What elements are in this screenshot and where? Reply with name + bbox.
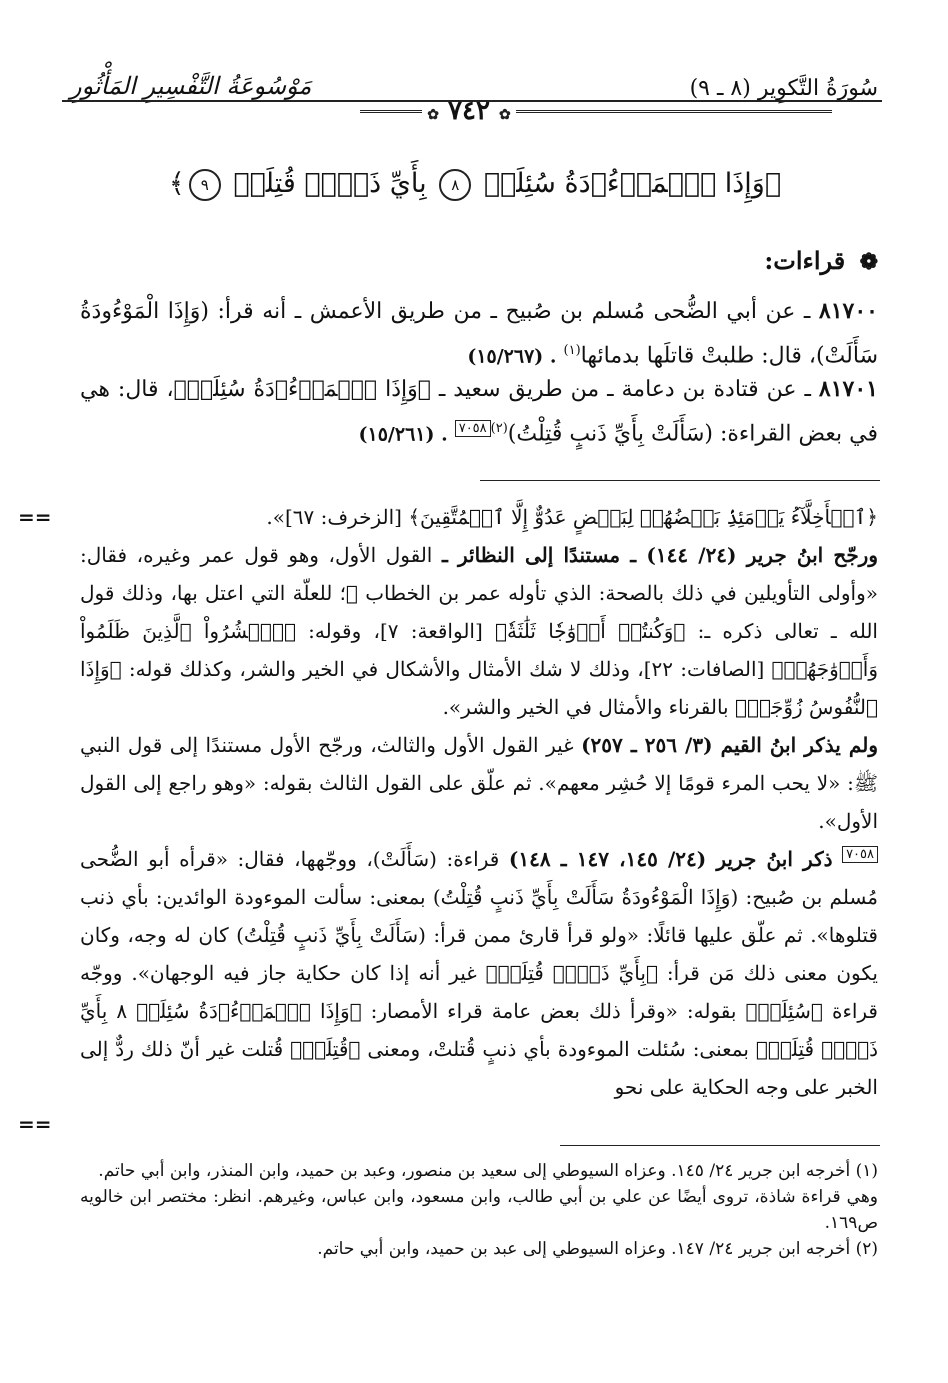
footnote-marker[interactable]: (٢) [490, 421, 508, 436]
flower-ornament-icon: ❁ [859, 249, 878, 275]
page-number [424, 96, 514, 126]
entry-number: ٨١٧٠١ [818, 376, 878, 402]
entry-number: ٨١٧٠٠ [818, 298, 878, 324]
footnote-marker[interactable]: (١) [563, 343, 581, 358]
volume-page-reference: . (١٥/٢٦٧) [467, 345, 557, 368]
commentary-bold: ذكر ابنُ جرير (٢٤/ ١٤٥، ١٤٧ ـ ١٤٨) [508, 847, 833, 871]
footnote: (١) أخرجه ابن جرير ٢٤/ ١٤٥. وعزاه السيوطي إلى سعيد بن منصور، وعبد بن حميد، وابن المنذر، وابن أبي حاتم. [98, 1161, 878, 1181]
commentary-block [80, 498, 878, 1106]
header-rule-right [516, 110, 832, 113]
quran-verse [150, 168, 800, 201]
footnote: وهي قراءة شاذة، تروى أيضًا عن علي بن أبي طالب، وابن مسعود، وابن عباس، وغيرهم. انظر: مختصر ابن خالويه ص١٦٩. [80, 1187, 878, 1233]
continuation-mark: == [18, 1112, 52, 1136]
commentary-text: غير القول الأول والثالث، ورجّح الأول مستندًا إلى قول النبي ﷺ: «لا يحب المرء قومًا إلا حُشِر معهم». ثم علّق على القول الثالث بقوله: «وهو راجع إلى القول الأول». [80, 733, 878, 833]
book-title: مَوْسُوعَةُ التَّفْسِيرِ المَأْثُورِ [70, 72, 312, 100]
commentary-paragraph [80, 726, 878, 840]
ayah-number-marker: ٩ [189, 169, 221, 201]
entry-text: ـ عن أبي الضُّحى مُسلم بن صُبيح ـ من طريق الأعمش ـ أنه قرأ: (وَإِذَا الْمَوْءُودَةُ سَأَلَتْ)، قال: طلبتْ قاتلَها بدمائها [80, 299, 878, 369]
section-heading [764, 246, 878, 275]
ornament-icon: ✿ [427, 107, 439, 123]
verse-close-bracket: ﴾ [168, 168, 185, 199]
note-tag[interactable]: ٧٠٥٨ [455, 420, 491, 437]
commentary-bold: ورجّح ابنُ جرير (٢٤/ ١٤٤) ـ مستندًا إلى النظائر ـ [441, 543, 878, 567]
ayah-number-marker: ٨ [439, 169, 471, 201]
commentary-line: ﴿ٱلۡأَخِلَّآءُ يَوۡمَئِذِۢ بَعۡضُهُمۡ لِبَعۡضٍ عَدُوٌّ إِلَّا ٱلۡمُتَّقِينَ﴾ [الزخرف: ٦٧]». [266, 505, 878, 529]
reading-entry [80, 292, 878, 376]
commentary-bold: ولم يذكر ابنُ القيم (٣/ ٢٥٦ ـ ٢٥٧) [581, 733, 878, 757]
entry-text: ـ عن قتادة بن دعامة ـ من طريق سعيد ـ ﴿وَإِذَا ٱلۡمَوۡءُۥدَةُ سُئِلَتۡ﴾، قال: هي في بعض القراءة: (سَأَلَتْ بِأَيِّ ذَنبٍ قُتِلْتُ) [80, 377, 878, 447]
section-heading-text: قراءات: [764, 246, 846, 275]
footnote-separator [560, 1145, 880, 1146]
volume-page-reference: . (١٥/٢٦١) [358, 423, 448, 446]
note-tag[interactable]: ٧٠٥٨ [842, 846, 878, 863]
reading-entry [80, 370, 878, 454]
ornament-icon: ✿ [499, 107, 511, 123]
footnote: (٢) أخرجه ابن جرير ٢٤/ ١٤٧. وعزاه السيوطي إلى عبد بن حميد، وابن أبي حاتم. [317, 1239, 878, 1259]
page-number-text: ٧٤٢ [448, 96, 490, 126]
verse-part-2: بِأَيِّ ذَنۢبٖ قُتِلَتۡ [233, 168, 427, 199]
sura-reference: سُورَةُ التَّكوِير (٨ ـ ٩) [689, 76, 878, 101]
footnotes [80, 1158, 878, 1262]
continuation-mark: == [18, 505, 52, 529]
commentary-text: القول الأول، وهو قول عمر وغيره، فقال: «وأولى التأويلين في ذلك بالصحة: الذي تأوله عمر بن الخطاب ﷺ؛ للعلّة التي اعتل بها، وذلك قول الله ـ تعالى ذكره ـ: ﴿وَكُنتُمۡ أَزۡوَٰجٗا ثَلَٰثَةٗ﴾ [الواقعة: ٧]، وقوله: ﴿ٱحۡشُرُواْ ٱلَّذِينَ ظَلَمُواْ وَأَزۡوَٰجَهُمۡ﴾ [الصافات: ٢٢]، وذلك لا شك الأمثال والأشكال في الخير والشر، وكذلك قوله: ﴿وَإِذَا ٱلنُّفُوسُ زُوِّجَتۡ﴾ بالقرناء والأمثال في الخير والشر». [80, 543, 878, 719]
header-rule-left [360, 110, 422, 113]
commentary-text: قراءة: (سَأَلَتْ)، ووجّهها، فقال: «قرأه أبو الضُّحى مُسلم بن صُبيح: (وَإِذَا الْمَوْءُودَةُ سَأَلَتْ بِأَيِّ ذَنبٍ قُتِلْتُ) بمعنى: سألت الموءودة الوائدين: بأي ذنب قتلوها». ثم علّق عليها قائلًا: «ولو قرأ قارئ ممن قرأ: (سَأَلَتْ بِأَيِّ ذَنبٍ قُتِلْتُ) كان له وجه، وكان يكون معنى ذلك مَن قرأ: ﴿بِأَيِّ ذَنۢبٖ قُتِلَتۡ﴾ غير أنه إذا كان حكاية جاز فيه الوجهان». ووجّه قراءة ﴿سُئِلَتۡ﴾ بقوله: «وقرأ ذلك بعض عامة قراء الأمصار: ﴿وَإِذَا ٱلۡمَوۡءُۥدَةُ سُئِلَتۡ ٨ بِأَيِّ ذَنۢبٖ قُتِلَتۡ﴾ بمعنى: سُئلت الموءودة بأي ذنبٍ قُتلتْ، ومعنى ﴿قُتِلَتۡ﴾ قُتلت غير أنّ ذلك ردٌّ إلى الخبر على وجه الحكاية على نحو [80, 847, 878, 1099]
commentary-separator [480, 480, 880, 481]
commentary-paragraph [80, 536, 878, 726]
verse-part-1: ﴿وَإِذَا ٱلۡمَوۡءُۥدَةُ سُئِلَتۡ [483, 168, 782, 199]
commentary-paragraph [80, 840, 878, 1106]
